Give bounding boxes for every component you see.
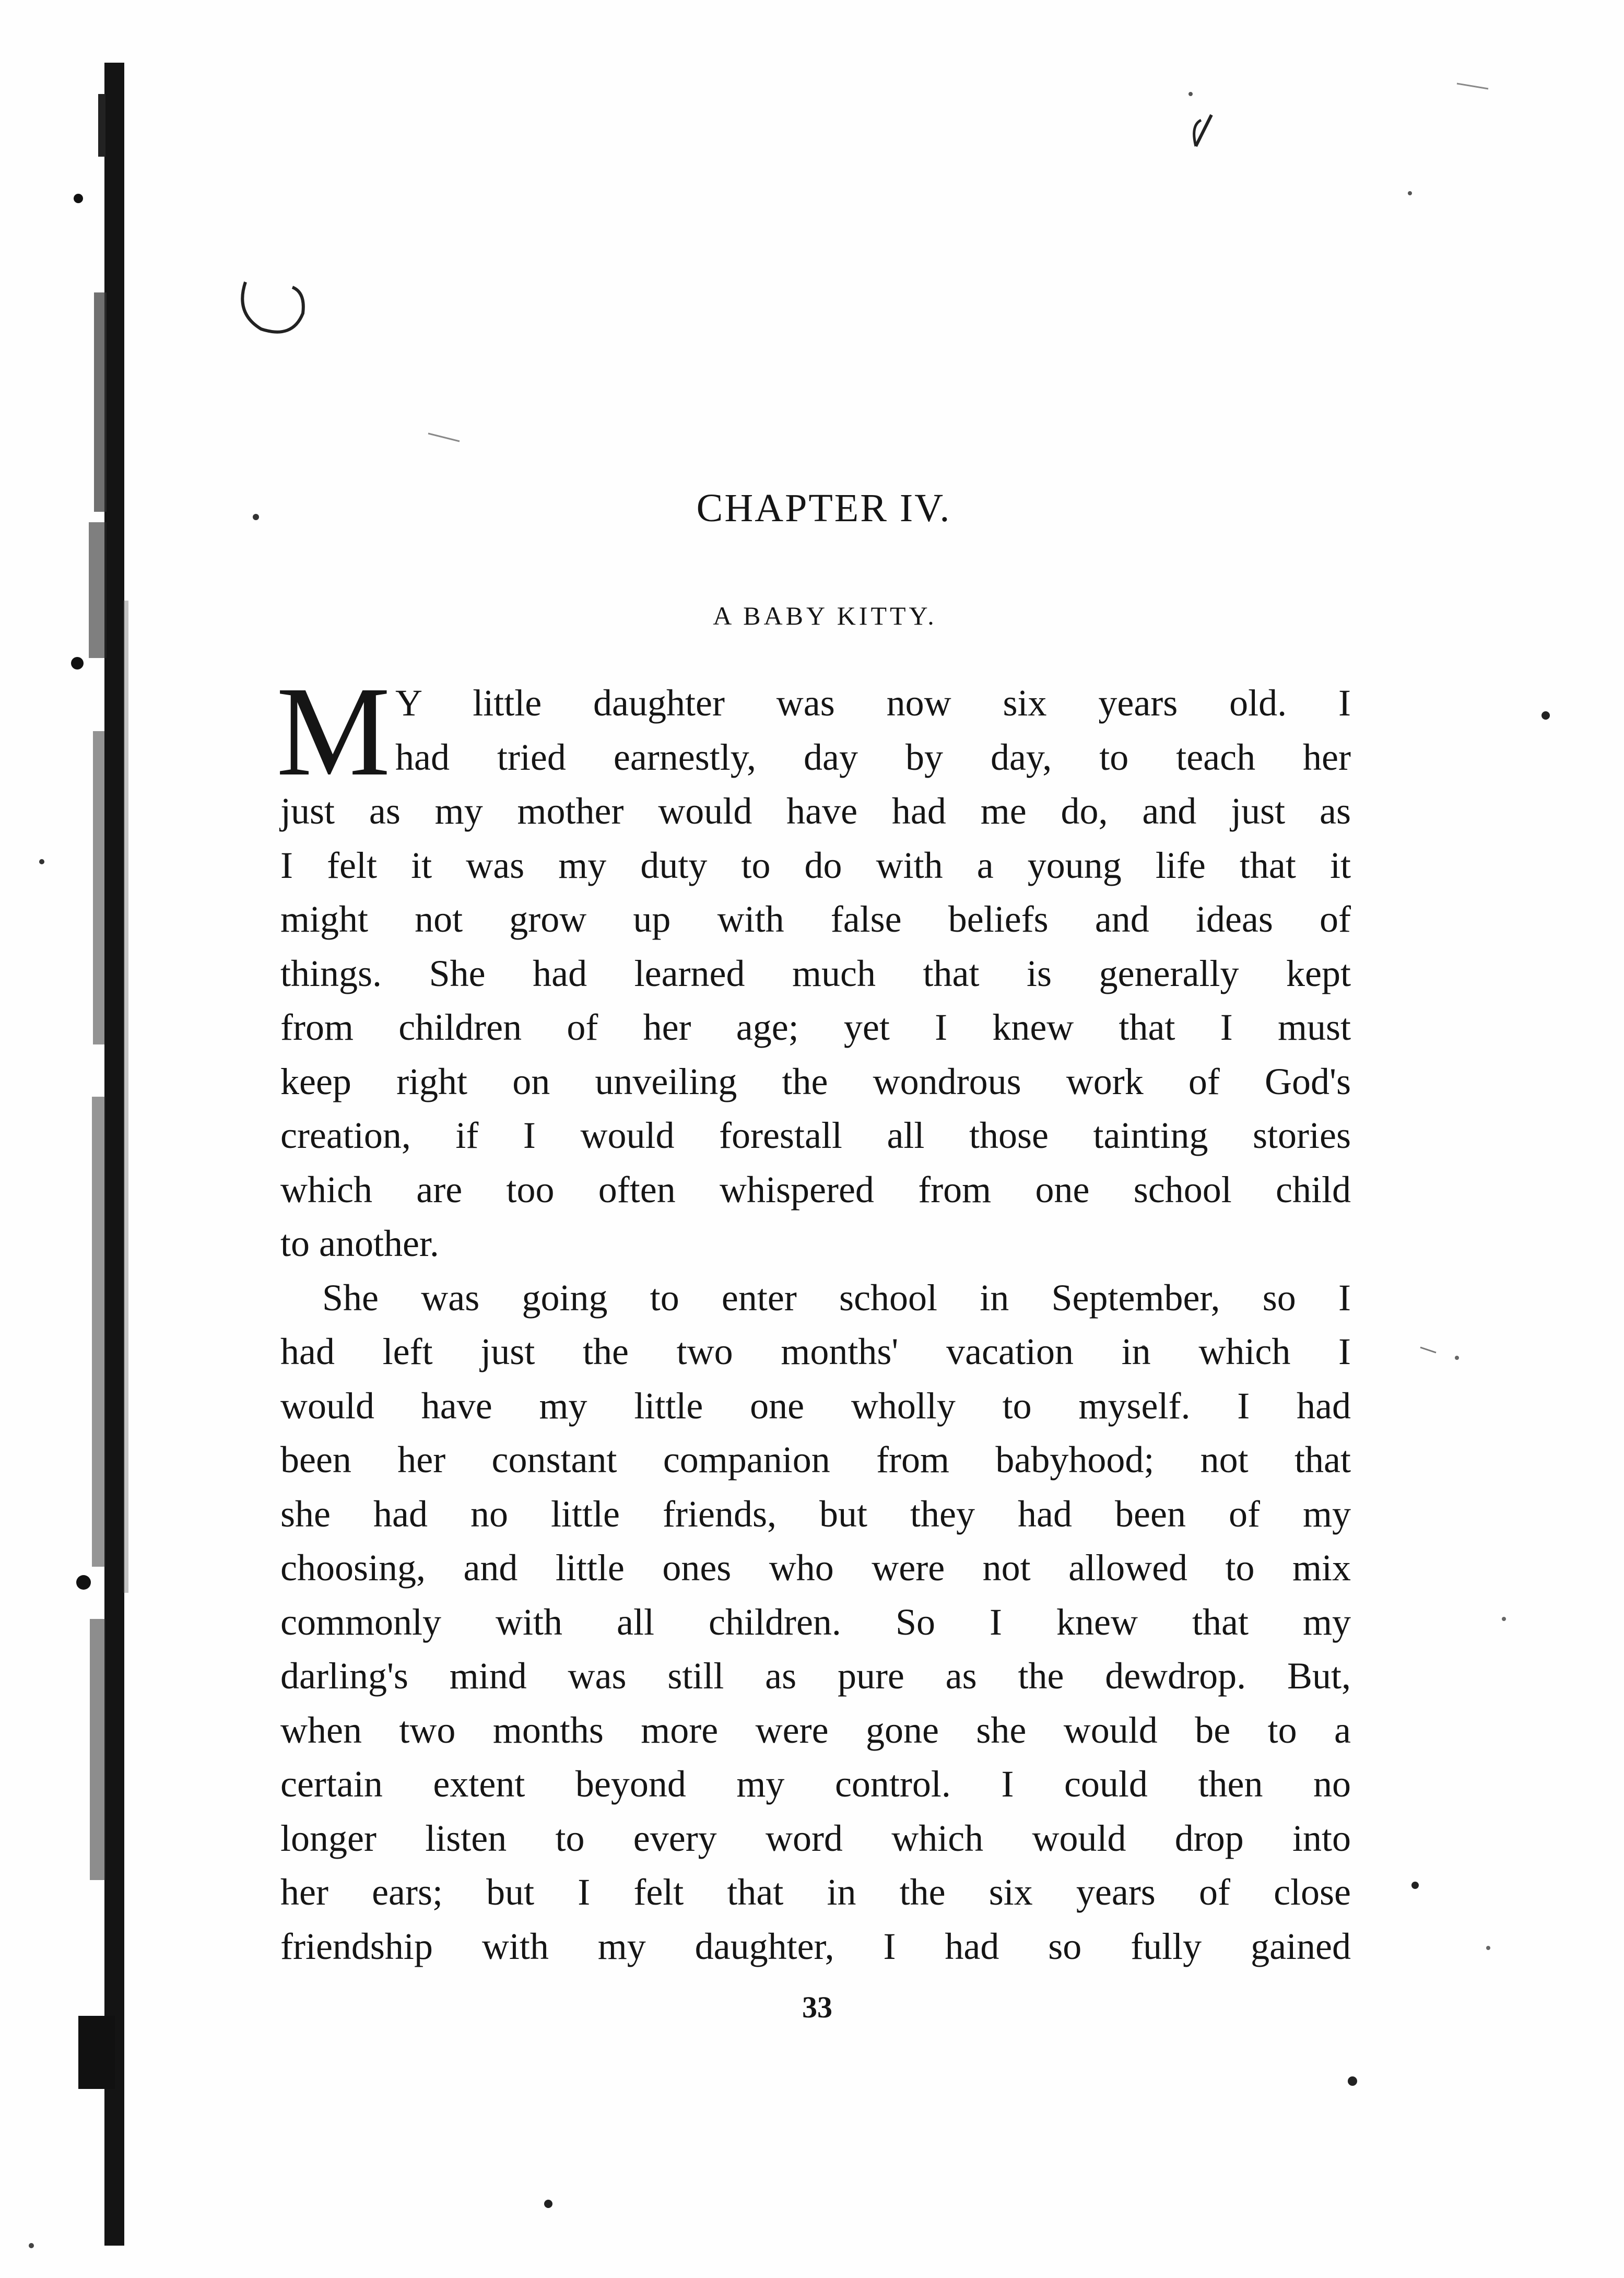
body-text <box>276 661 1351 1974</box>
text-line: I felt it was my duty to do with a young life that it <box>280 844 1351 886</box>
text-line: Y little daughter was now six years old. I <box>395 682 1351 724</box>
text-line: certain extent beyond my control. I could then no <box>280 1763 1351 1805</box>
text-line: choosing, and little ones who were not allowed to mix <box>280 1547 1351 1589</box>
text-line: which are too often whispered from one school child <box>280 1168 1351 1211</box>
paragraph-1 <box>280 676 1351 1271</box>
text-line: just as my mother would have had me do, and just as <box>280 790 1351 832</box>
text-line: friendship with my daughter, I had so fully gained <box>280 1925 1351 1967</box>
text-line: darling's mind was still as pure as the dewdrop. But, <box>280 1655 1351 1697</box>
drop-cap: M <box>276 661 391 803</box>
page-number: 33 <box>802 1990 832 2024</box>
text-line: had left just the two months' vacation in which I <box>280 1331 1351 1372</box>
text-line: to another. <box>280 1223 439 1264</box>
text-line: her ears; but I felt that in the six years of close <box>280 1871 1351 1913</box>
text-line: keep right on unveiling the wondrous work of God's <box>280 1060 1351 1102</box>
text-line: been her constant companion from babyhood; not that <box>280 1439 1351 1481</box>
text-line: would have my little one wholly to myself. I had <box>280 1384 1351 1427</box>
chapter-title: CHAPTER IV. <box>696 486 951 530</box>
text-line: longer listen to every word which would drop into <box>280 1817 1351 1859</box>
text-line: things. She had learned much that is generally kept <box>280 952 1351 994</box>
text-line: She was going to enter school in September, so I <box>322 1276 1351 1319</box>
text-line: might not grow up with false beliefs and ideas of <box>280 898 1351 940</box>
text-line: commonly with all children. So I knew that my <box>280 1601 1351 1643</box>
text-line: from children of her age; yet I knew that I must <box>280 1006 1351 1048</box>
chapter-subtitle: A BABY KITTY. <box>713 601 937 630</box>
text-line: when two months more were gone she would be to a <box>280 1709 1351 1751</box>
text-line: creation, if I would forestall all those tainting stories <box>280 1114 1351 1156</box>
text-line: she had no little friends, but they had been of my <box>280 1493 1351 1535</box>
text-line: had tried earnestly, day by day, to teach her <box>395 736 1351 778</box>
paragraph-2 <box>280 1271 1351 1974</box>
